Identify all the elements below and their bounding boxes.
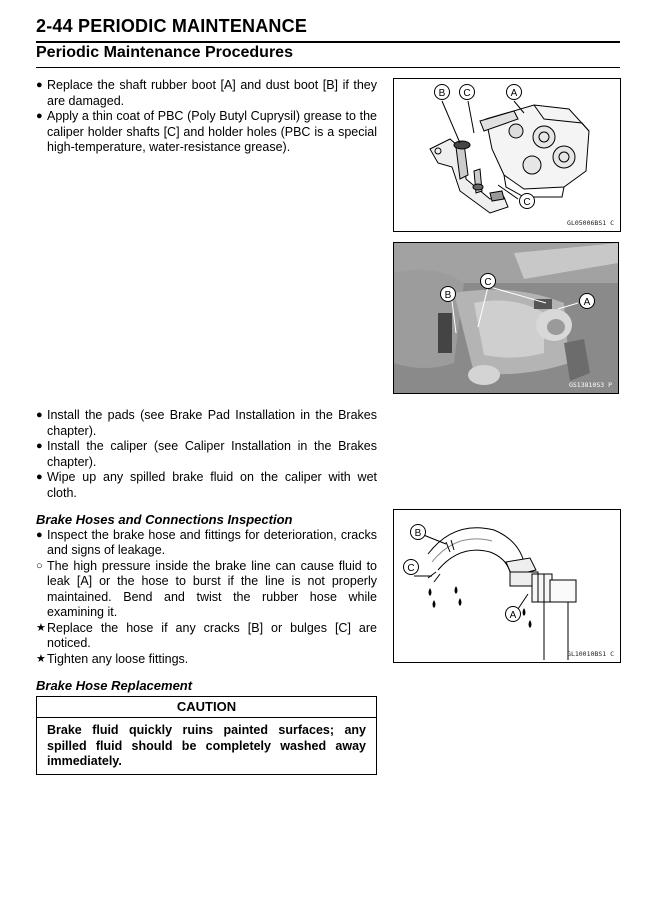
callout-label: B [414, 528, 422, 539]
bullet-marker: ● [36, 79, 43, 91]
hose-replacement-title: Brake Hose Replacement [36, 678, 193, 693]
callout-label: B [444, 290, 452, 301]
bullet-marker: ● [36, 110, 43, 122]
bullet-marker: ● [36, 409, 43, 421]
bullet-marker: ● [36, 440, 43, 452]
list-item: ○ The high pressure inside the brake line can cause fluid to leak [A] or the hose to burst if the line is not properly maintained. Bend and twist the rubber hose while examining it. [36, 558, 377, 619]
list-item: ● Replace the shaft rubber boot [A] and dust boot [B] if they are damaged. [36, 78, 377, 108]
callout-label: A [583, 297, 591, 308]
figure-hose-drawing [393, 509, 621, 663]
caution-text: Brake fluid quickly ruins painted surfaces; any spilled fluid should be completely washed away immediately. [47, 723, 366, 768]
callout-label: C [484, 277, 492, 288]
caution-title: CAUTION [37, 697, 376, 718]
callout-label: C [463, 88, 471, 99]
callout-label: C [523, 197, 531, 208]
hose-inspection-section [36, 512, 377, 667]
caliper-drawing-illustration [394, 79, 620, 231]
figure-code: GL10010BS1 C [567, 650, 614, 658]
bullet-marker: ● [36, 528, 43, 541]
hose-inspection-title: Brake Hoses and Connections Inspection [36, 512, 293, 527]
instructions-block-1 [36, 78, 377, 156]
bullet-marker: ● [36, 471, 43, 483]
figure-code: GL05006BS1 C [567, 219, 614, 227]
figure-caliper-photo [393, 242, 619, 394]
instructions-block-2 [36, 408, 377, 501]
section-title: Periodic Maintenance Procedures [36, 44, 293, 61]
header-rule [36, 41, 620, 43]
section-rule [36, 67, 620, 68]
callout-label: C [407, 563, 415, 574]
note-marker: ○ [36, 559, 43, 572]
list-item: ● Wipe up any spilled brake fluid on the caliper with wet cloth. [36, 470, 377, 500]
list-item: ● Apply a thin coat of PBC (Poly Butyl Cuprysil) grease to the caliper holder shafts [C] and holder holes (PBC is a special high-temperature, water-resistance grease). [36, 109, 377, 154]
list-item: ● Install the caliper (see Caliper Installation in the Brakes chapter). [36, 439, 377, 469]
page-header-title: 2-44 PERIODIC MAINTENANCE [36, 16, 308, 36]
callout-label: B [438, 88, 446, 99]
callout-label: A [509, 610, 517, 621]
list-item: ★ Replace the hose if any cracks [B] or bulges [C] are noticed. [36, 620, 377, 650]
list-item: ★ Tighten any loose fittings. [36, 651, 189, 666]
caliper-photo-illustration [394, 243, 618, 393]
caution-box [36, 696, 377, 775]
list-item: ● Install the pads (see Brake Pad Installation in the Brakes chapter). [36, 408, 377, 438]
star-marker: ★ [36, 621, 46, 634]
star-marker: ★ [36, 652, 46, 665]
list-item: ● Inspect the brake hose and fittings for deterioration, cracks and signs of leakage. [36, 527, 377, 557]
figure-caliper-drawing [393, 78, 621, 232]
figure-code: GS13810S3 P [568, 381, 612, 389]
callout-label: A [510, 88, 518, 99]
hose-drawing-illustration [394, 510, 620, 662]
hose-replacement-section [36, 678, 377, 694]
